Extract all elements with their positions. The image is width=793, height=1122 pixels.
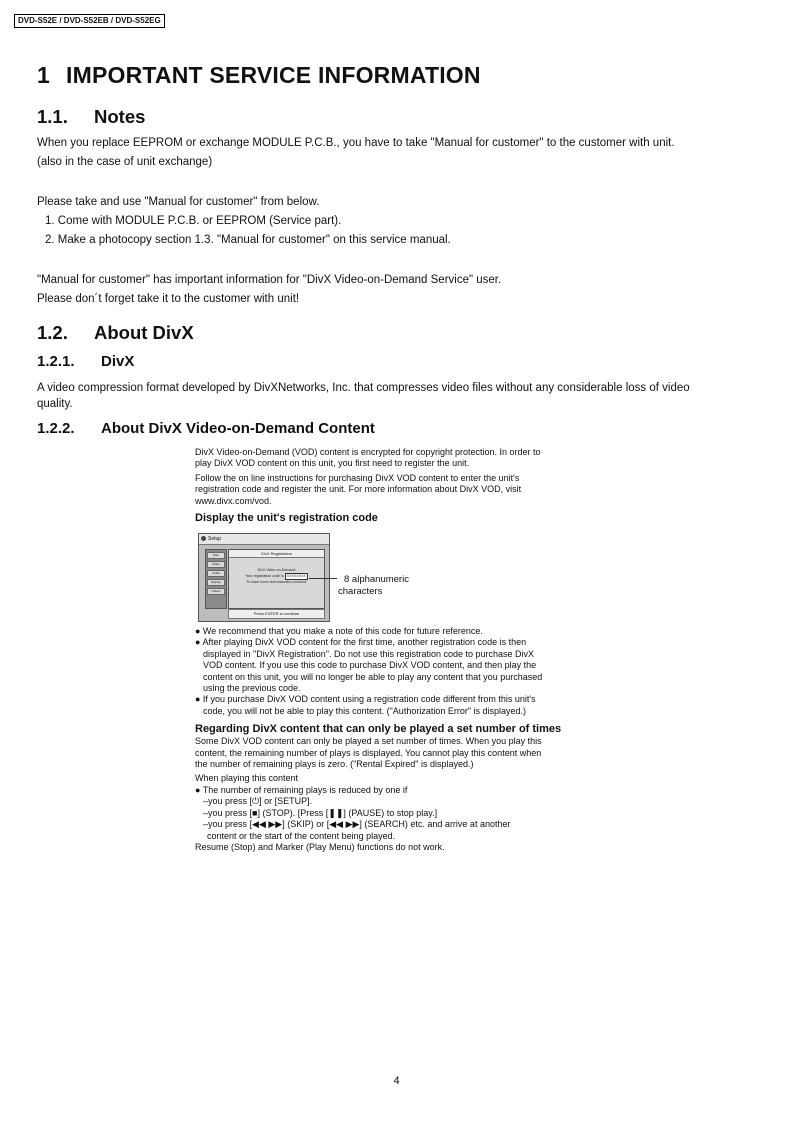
text-line: www.divx.com/vod. (195, 495, 272, 506)
setup-menu-item: Disc (207, 552, 225, 559)
notes-title: Notes (94, 106, 146, 127)
registration-dialog (228, 549, 325, 609)
text-line: quality. (37, 398, 73, 410)
text-line: "Manual for customer" has important information for "DivX Video-on-Demand Service" user. (37, 274, 502, 286)
notes-paragraph-2 (37, 193, 747, 250)
callout-label (338, 574, 409, 597)
setup-menu-item: Audio (207, 570, 225, 577)
sub-title: About DivX Video-on-Demand Content (101, 420, 375, 437)
divx-title: About DivX (94, 322, 194, 343)
inset-bullets (195, 626, 575, 853)
model-header: DVD-S52E / DVD-S52EB / DVD-S52EG (14, 14, 165, 28)
divx-subheading-2 (37, 420, 375, 437)
bullet-item: ● We recommend that you make a note of this code for future reference. (195, 626, 483, 636)
setup-menu-item: Others (207, 588, 225, 595)
bullet-item: ● If you purchase DivX VOD content using a registration code different from this unit's (195, 694, 536, 705)
dialog-text: DivX Video-on-Demand (257, 568, 296, 572)
divx-number: 1.2. (37, 322, 68, 343)
setup-icon (201, 536, 206, 541)
text-line: using the previous code. (203, 683, 301, 694)
text-line: displayed in "DivX Registration". Do not use this registration code to purchase DivX (203, 648, 535, 659)
section-title (37, 62, 481, 89)
text-line: code, you will not be able to play this content. ("Authorization Error" is displayed.) (203, 705, 527, 716)
bullet-item: ● The number of remaining plays is reduced by one if (195, 784, 408, 795)
sub-title: DivX (101, 353, 135, 370)
text-line: Please don´t forget take it to the customer with unit! (37, 293, 300, 305)
text-line: registration code and register the unit. For more information about DivX VOD, visit (195, 484, 522, 495)
dialog-text: To learn more visit www.divx.com/vod (246, 580, 307, 584)
text-line: Follow the on line instructions for purchasing DivX VOD content to enter the unit's (195, 472, 520, 483)
setup-menu (205, 549, 227, 609)
registration-heading: Display the unit's registration code (195, 512, 378, 525)
text-line: –you press [◀◀ ▶▶] (SKIP) or [◀◀ ▶▶] (SEARCH) etc. and arrive at another (203, 819, 511, 830)
rental-heading: Regarding DivX content that can only be played a set number of times (195, 723, 562, 736)
text-line: Resume (Stop) and Marker (Play Menu) functions do not work. (195, 841, 445, 852)
text-line: A video compression format developed by DivXNetworks, Inc. that compresses video files without any considerable loss of video (37, 382, 690, 394)
divx-subheading-1 (37, 353, 134, 370)
setup-title-bar (199, 534, 329, 545)
page-number: 4 (393, 1075, 400, 1087)
registration-code: XXXXXXXX (286, 574, 306, 578)
section-title-text: IMPORTANT SERVICE INFORMATION (66, 62, 481, 88)
inset-intro (195, 447, 575, 525)
text-line: When playing this content (195, 773, 299, 784)
text-line: content, the remaining number of plays is displayed. You cannot play this content when (195, 747, 542, 758)
sub-number: 1.2.1. (37, 353, 75, 370)
text-line: play DivX VOD content on this unit, you first need to register the unit. (195, 458, 470, 469)
section-number: 1 (37, 62, 50, 88)
text-line: the number of remaining plays is zero. ("Rental Expired" is displayed.) (195, 759, 474, 770)
text-line: DivX Video-on-Demand (VOD) content is encrypted for copyright protection. In order to (195, 447, 541, 457)
text-line: Please take and use "Manual for customer" from below. (37, 196, 320, 208)
sub-number: 1.2.2. (37, 420, 75, 437)
text-line: –you press [■] (STOP). [Press [❚❚] (PAUSE) to stop play.] (203, 807, 438, 818)
notes-number: 1.1. (37, 106, 68, 127)
text-line: content or the start of the content being played. (207, 830, 396, 841)
text-line: Some DivX VOD content can only be played a set number of times. When you play this (195, 736, 542, 747)
notes-paragraph-3 (37, 271, 747, 309)
callout-line (309, 578, 337, 579)
dialog-title: DivX Registration (229, 550, 324, 558)
setup-menu-item: Video (207, 561, 225, 568)
text-line: (also in the case of unit exchange) (37, 156, 213, 168)
bullet-item: ● After playing DivX VOD content for the first time, another registration code is then (195, 637, 527, 648)
text-line: content on this unit, you will no longer be able to play any content that you purchased (203, 671, 543, 682)
list-item: 1. Come with MODULE P.C.B. or EEPROM (Service part). (45, 215, 342, 227)
text-line: When you replace EEPROM or exchange MODULE P.C.B., you have to take "Manual for customer" to the customer with unit. (37, 137, 675, 149)
callout-text: 8 alphanumeric (344, 574, 409, 585)
notes-paragraph-1 (37, 134, 747, 172)
notes-heading (37, 106, 145, 128)
divx-description (37, 380, 747, 412)
setup-menu-item: Display (207, 579, 225, 586)
dialog-footer: Press ENTER to continue (228, 609, 325, 619)
setup-title: Setup (208, 536, 222, 542)
list-item: 2. Make a photocopy section 1.3. "Manual for customer" on this service manual. (45, 234, 451, 246)
text-line: –you press [⏻] or [SETUP]. (203, 796, 313, 807)
text-line: VOD content. If you use this code to purchase DivX VOD content, and then play the (203, 660, 537, 671)
callout-text: characters (338, 585, 383, 597)
dialog-text: Your registration code is (245, 574, 284, 578)
divx-heading (37, 322, 194, 344)
